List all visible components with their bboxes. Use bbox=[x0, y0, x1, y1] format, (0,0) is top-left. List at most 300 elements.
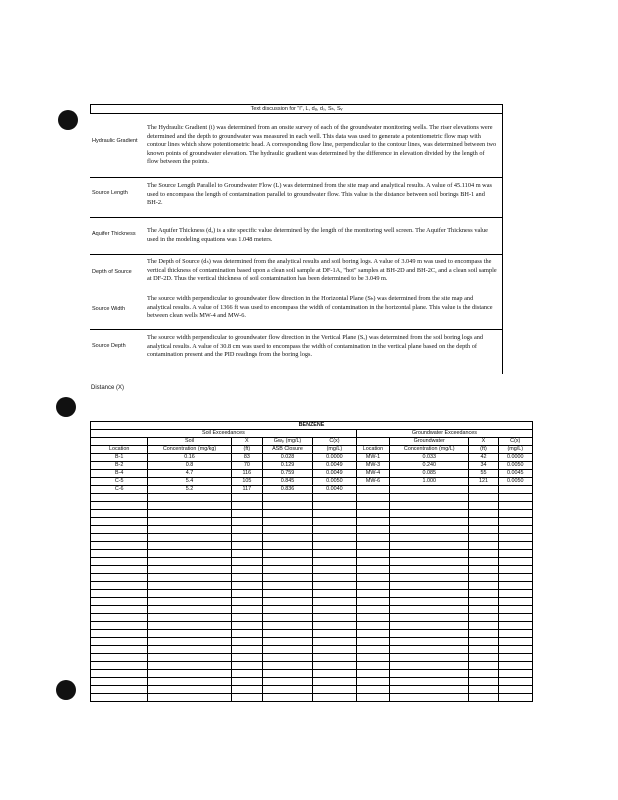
empty-cell bbox=[262, 678, 312, 686]
empty-cell bbox=[498, 662, 532, 670]
empty-cell bbox=[148, 574, 231, 582]
empty-cell bbox=[91, 558, 148, 566]
empty-cell bbox=[313, 678, 357, 686]
table-cell: 55 bbox=[469, 470, 498, 478]
empty-cell bbox=[469, 502, 498, 510]
empty-cell bbox=[498, 494, 532, 502]
empty-cell bbox=[390, 630, 469, 638]
empty-cell bbox=[231, 518, 262, 526]
empty-cell bbox=[390, 662, 469, 670]
empty-cell bbox=[390, 646, 469, 654]
empty-cell bbox=[91, 670, 148, 678]
empty-cell bbox=[148, 518, 231, 526]
empty-cell bbox=[356, 646, 389, 654]
empty-cell bbox=[231, 526, 262, 534]
col-header bbox=[91, 438, 148, 446]
empty-cell bbox=[262, 606, 312, 614]
empty-cell bbox=[356, 494, 389, 502]
empty-cell bbox=[498, 622, 532, 630]
table-cell: 0.028 bbox=[262, 454, 312, 462]
empty-cell bbox=[148, 550, 231, 558]
table-cell: 0.0049 bbox=[313, 470, 357, 478]
empty-cell bbox=[390, 686, 469, 694]
empty-cell bbox=[262, 558, 312, 566]
empty-row bbox=[91, 542, 533, 550]
empty-cell bbox=[313, 534, 357, 542]
empty-cell bbox=[262, 638, 312, 646]
empty-cell bbox=[356, 606, 389, 614]
empty-cell bbox=[469, 590, 498, 598]
table-cell: 117 bbox=[231, 486, 262, 494]
empty-cell bbox=[262, 550, 312, 558]
param-label: Source Width bbox=[92, 306, 126, 312]
empty-row bbox=[91, 614, 533, 622]
empty-cell bbox=[231, 630, 262, 638]
empty-row bbox=[91, 638, 533, 646]
empty-cell bbox=[231, 582, 262, 590]
empty-cell bbox=[498, 590, 532, 598]
empty-cell bbox=[356, 526, 389, 534]
param-text: The source width perpendicular to groundwater flow direction in the Horizontal Plane (Sₕ) was determined from the site map and analytical results. A value of 1366 ft was used to encompass the width of contamination in the horizontal plane. This value is the distance between clean wells MW-4 and MW-6. bbox=[147, 295, 493, 320]
empty-row bbox=[91, 590, 533, 598]
empty-cell bbox=[313, 670, 357, 678]
table-cell bbox=[469, 486, 498, 494]
empty-cell bbox=[148, 534, 231, 542]
empty-cell bbox=[91, 510, 148, 518]
col-header: (ft) bbox=[231, 446, 262, 454]
empty-cell bbox=[313, 550, 357, 558]
empty-cell bbox=[390, 494, 469, 502]
empty-cell bbox=[313, 518, 357, 526]
empty-cell bbox=[91, 502, 148, 510]
empty-cell bbox=[469, 550, 498, 558]
empty-cell bbox=[231, 670, 262, 678]
empty-cell bbox=[356, 534, 389, 542]
table-cell bbox=[390, 486, 469, 494]
col-header: X bbox=[469, 438, 498, 446]
empty-cell bbox=[390, 638, 469, 646]
table-row bbox=[91, 478, 533, 486]
empty-cell bbox=[390, 606, 469, 614]
gw-group-header: Groundwater Exceedances bbox=[356, 430, 532, 438]
empty-cell bbox=[313, 526, 357, 534]
param-label: Depth of Source bbox=[92, 269, 132, 275]
table-cell bbox=[498, 486, 532, 494]
empty-cell bbox=[262, 494, 312, 502]
col-header: Concentration (mg/L) bbox=[390, 446, 469, 454]
empty-cell bbox=[356, 510, 389, 518]
col-header: Groundwater bbox=[390, 438, 469, 446]
col-header: Gwₚ (mg/L) bbox=[262, 438, 312, 446]
table-cell: C-6 bbox=[91, 486, 148, 494]
empty-cell bbox=[231, 558, 262, 566]
table-cell: B-4 bbox=[91, 470, 148, 478]
table-cell: 116 bbox=[231, 470, 262, 478]
empty-cell bbox=[148, 694, 231, 702]
col-header: (mg/L) bbox=[313, 446, 357, 454]
empty-cell bbox=[390, 566, 469, 574]
empty-cell bbox=[498, 574, 532, 582]
empty-cell bbox=[498, 502, 532, 510]
table-cell: 5.2 bbox=[148, 486, 231, 494]
empty-cell bbox=[148, 510, 231, 518]
empty-cell bbox=[498, 558, 532, 566]
empty-cell bbox=[313, 590, 357, 598]
empty-cell bbox=[231, 694, 262, 702]
table-cell: 1.000 bbox=[390, 478, 469, 486]
param-label: Source Length bbox=[92, 190, 128, 196]
empty-cell bbox=[262, 614, 312, 622]
table-cell: 105 bbox=[231, 478, 262, 486]
empty-row bbox=[91, 630, 533, 638]
empty-cell bbox=[356, 694, 389, 702]
empty-cell bbox=[262, 590, 312, 598]
empty-cell bbox=[498, 694, 532, 702]
empty-cell bbox=[148, 582, 231, 590]
empty-cell bbox=[498, 550, 532, 558]
empty-cell bbox=[469, 582, 498, 590]
empty-cell bbox=[498, 638, 532, 646]
empty-cell bbox=[262, 534, 312, 542]
empty-cell bbox=[356, 614, 389, 622]
col-header: X bbox=[231, 438, 262, 446]
empty-cell bbox=[91, 550, 148, 558]
empty-cell bbox=[390, 534, 469, 542]
empty-cell bbox=[148, 606, 231, 614]
table-row bbox=[91, 462, 533, 470]
empty-cell bbox=[498, 670, 532, 678]
empty-cell bbox=[262, 598, 312, 606]
empty-cell bbox=[91, 494, 148, 502]
empty-cell bbox=[390, 574, 469, 582]
empty-cell bbox=[313, 622, 357, 630]
empty-cell bbox=[91, 638, 148, 646]
empty-cell bbox=[390, 510, 469, 518]
col-header: Location bbox=[91, 446, 148, 454]
empty-cell bbox=[91, 534, 148, 542]
empty-cell bbox=[231, 534, 262, 542]
table-row bbox=[91, 454, 533, 462]
empty-cell bbox=[262, 694, 312, 702]
benzene-table bbox=[90, 421, 533, 702]
empty-cell bbox=[231, 494, 262, 502]
empty-cell bbox=[469, 494, 498, 502]
empty-cell bbox=[231, 566, 262, 574]
empty-row bbox=[91, 606, 533, 614]
table-cell: 34 bbox=[469, 462, 498, 470]
empty-cell bbox=[313, 694, 357, 702]
empty-cell bbox=[148, 590, 231, 598]
col-header: (ft) bbox=[469, 446, 498, 454]
empty-cell bbox=[231, 614, 262, 622]
empty-cell bbox=[91, 622, 148, 630]
empty-cell bbox=[498, 646, 532, 654]
empty-cell bbox=[148, 654, 231, 662]
table-cell: 4.7 bbox=[148, 470, 231, 478]
empty-row bbox=[91, 582, 533, 590]
divider bbox=[90, 177, 503, 178]
empty-cell bbox=[390, 590, 469, 598]
empty-cell bbox=[231, 606, 262, 614]
col-header bbox=[356, 438, 389, 446]
empty-cell bbox=[498, 598, 532, 606]
table-cell: 0.240 bbox=[390, 462, 469, 470]
param-label: Aquifer Thickness bbox=[92, 231, 136, 237]
empty-cell bbox=[313, 582, 357, 590]
empty-cell bbox=[356, 686, 389, 694]
empty-cell bbox=[356, 622, 389, 630]
empty-cell bbox=[262, 670, 312, 678]
empty-row bbox=[91, 502, 533, 510]
table-cell: 0.0045 bbox=[498, 470, 532, 478]
empty-cell bbox=[356, 638, 389, 646]
empty-cell bbox=[231, 638, 262, 646]
empty-cell bbox=[91, 574, 148, 582]
empty-cell bbox=[262, 566, 312, 574]
empty-cell bbox=[91, 614, 148, 622]
empty-cell bbox=[356, 678, 389, 686]
empty-cell bbox=[469, 638, 498, 646]
table-cell: 0.129 bbox=[262, 462, 312, 470]
empty-cell bbox=[231, 542, 262, 550]
binder-hole-bottom bbox=[56, 680, 76, 700]
empty-cell bbox=[469, 670, 498, 678]
empty-cell bbox=[356, 670, 389, 678]
empty-cell bbox=[313, 558, 357, 566]
empty-cell bbox=[498, 614, 532, 622]
empty-cell bbox=[390, 518, 469, 526]
empty-cell bbox=[231, 598, 262, 606]
empty-cell bbox=[469, 662, 498, 670]
empty-cell bbox=[231, 502, 262, 510]
table-cell: 0.8 bbox=[148, 462, 231, 470]
empty-cell bbox=[148, 494, 231, 502]
col-header: ASB Closure bbox=[262, 446, 312, 454]
empty-cell bbox=[91, 526, 148, 534]
empty-cell bbox=[91, 654, 148, 662]
empty-cell bbox=[390, 654, 469, 662]
empty-row bbox=[91, 646, 533, 654]
empty-cell bbox=[469, 566, 498, 574]
empty-cell bbox=[231, 574, 262, 582]
col-header: C(x) bbox=[498, 438, 532, 446]
empty-row bbox=[91, 510, 533, 518]
table-cell: 0.845 bbox=[262, 478, 312, 486]
empty-row bbox=[91, 534, 533, 542]
col-header: (mg/L) bbox=[498, 446, 532, 454]
empty-cell bbox=[390, 542, 469, 550]
param-label: Hydraulic Gradient bbox=[92, 138, 138, 144]
table-cell: 0.085 bbox=[390, 470, 469, 478]
empty-cell bbox=[262, 574, 312, 582]
table-row bbox=[91, 470, 533, 478]
table-cell: 0.033 bbox=[390, 454, 469, 462]
empty-cell bbox=[262, 518, 312, 526]
empty-cell bbox=[262, 502, 312, 510]
empty-cell bbox=[469, 694, 498, 702]
empty-cell bbox=[498, 630, 532, 638]
empty-cell bbox=[148, 502, 231, 510]
distance-label: Distance (X) bbox=[91, 385, 125, 391]
table-cell: MW-3 bbox=[356, 462, 389, 470]
table-cell: 0.0050 bbox=[498, 478, 532, 486]
table-cell: 0.0000 bbox=[313, 454, 357, 462]
empty-cell bbox=[356, 542, 389, 550]
table-title: BENZENE bbox=[91, 422, 533, 430]
empty-cell bbox=[313, 574, 357, 582]
empty-row bbox=[91, 598, 533, 606]
empty-cell bbox=[231, 550, 262, 558]
empty-cell bbox=[356, 574, 389, 582]
empty-cell bbox=[390, 550, 469, 558]
empty-cell bbox=[469, 558, 498, 566]
empty-cell bbox=[469, 510, 498, 518]
col-header: Concentration (mg/kg) bbox=[148, 446, 231, 454]
empty-cell bbox=[356, 598, 389, 606]
empty-row bbox=[91, 494, 533, 502]
table-cell: MW-1 bbox=[356, 454, 389, 462]
empty-cell bbox=[390, 558, 469, 566]
table-cell: 70 bbox=[231, 462, 262, 470]
empty-cell bbox=[469, 518, 498, 526]
empty-cell bbox=[148, 598, 231, 606]
divider bbox=[90, 217, 503, 218]
divider bbox=[90, 329, 503, 330]
empty-cell bbox=[469, 574, 498, 582]
table-cell: 42 bbox=[469, 454, 498, 462]
table-cell: 0.0049 bbox=[313, 462, 357, 470]
empty-cell bbox=[231, 646, 262, 654]
empty-cell bbox=[91, 566, 148, 574]
empty-cell bbox=[313, 662, 357, 670]
table-cell: B-1 bbox=[91, 454, 148, 462]
empty-cell bbox=[148, 670, 231, 678]
empty-cell bbox=[91, 606, 148, 614]
param-text: The Depth of Source (dₛ) was determined from the analytical results and soil boring logs. A value of 3.049 m was used to encompass the vertical thickness of contamination based upon a clean soil sample at DF-1A, "hot" samples at BH-2D and BH-2C, and a clean soil sample at DF-2D. Thus the vertical thickness of soil contamination has been determined to be 3.049 m. bbox=[147, 258, 497, 283]
empty-cell bbox=[262, 622, 312, 630]
empty-row bbox=[91, 518, 533, 526]
table-cell: 0.0000 bbox=[498, 454, 532, 462]
empty-cell bbox=[469, 678, 498, 686]
empty-cell bbox=[313, 494, 357, 502]
empty-cell bbox=[231, 686, 262, 694]
empty-cell bbox=[91, 542, 148, 550]
empty-cell bbox=[262, 582, 312, 590]
empty-cell bbox=[469, 686, 498, 694]
table-cell: MW-4 bbox=[356, 470, 389, 478]
empty-cell bbox=[313, 566, 357, 574]
empty-cell bbox=[262, 686, 312, 694]
empty-cell bbox=[313, 510, 357, 518]
empty-cell bbox=[356, 518, 389, 526]
empty-cell bbox=[231, 510, 262, 518]
empty-cell bbox=[390, 502, 469, 510]
empty-cell bbox=[148, 558, 231, 566]
table-cell: 0.759 bbox=[262, 470, 312, 478]
table-cell: C-5 bbox=[91, 478, 148, 486]
empty-cell bbox=[390, 614, 469, 622]
empty-cell bbox=[498, 518, 532, 526]
empty-cell bbox=[390, 694, 469, 702]
empty-cell bbox=[356, 502, 389, 510]
empty-cell bbox=[262, 630, 312, 638]
table-cell: 0.16 bbox=[148, 454, 231, 462]
empty-cell bbox=[148, 686, 231, 694]
param-text: The source width perpendicular to groundwater flow direction in the Vertical Plane (Sᵥ) was determined from the soil boring logs and analytical results. A value of 30.8 cm was used to encompass the width of contamination in the vertical plane based on the depth of contamination present and the PID readings from the boring logs. bbox=[147, 334, 484, 359]
empty-cell bbox=[313, 502, 357, 510]
empty-cell bbox=[262, 542, 312, 550]
table-cell: 0.836 bbox=[262, 486, 312, 494]
empty-cell bbox=[498, 510, 532, 518]
empty-cell bbox=[469, 606, 498, 614]
empty-cell bbox=[91, 518, 148, 526]
empty-cell bbox=[91, 590, 148, 598]
empty-cell bbox=[231, 590, 262, 598]
empty-cell bbox=[231, 678, 262, 686]
empty-cell bbox=[469, 614, 498, 622]
empty-row bbox=[91, 654, 533, 662]
empty-cell bbox=[390, 582, 469, 590]
empty-cell bbox=[356, 550, 389, 558]
table-cell: MW-6 bbox=[356, 478, 389, 486]
binder-hole-middle bbox=[56, 397, 76, 417]
empty-cell bbox=[390, 678, 469, 686]
table-cell: 0.0050 bbox=[313, 478, 357, 486]
empty-row bbox=[91, 694, 533, 702]
empty-cell bbox=[498, 606, 532, 614]
section-title: Text discussion for "i", L, dₐ, dₛ, Sₕ, Sᵥ bbox=[91, 105, 502, 114]
empty-row bbox=[91, 686, 533, 694]
empty-cell bbox=[262, 646, 312, 654]
empty-row bbox=[91, 566, 533, 574]
empty-row bbox=[91, 550, 533, 558]
empty-cell bbox=[231, 622, 262, 630]
empty-cell bbox=[313, 654, 357, 662]
table-cell: 121 bbox=[469, 478, 498, 486]
divider bbox=[90, 254, 503, 255]
empty-row bbox=[91, 558, 533, 566]
empty-cell bbox=[313, 542, 357, 550]
empty-cell bbox=[91, 582, 148, 590]
empty-cell bbox=[91, 686, 148, 694]
table-cell: B-2 bbox=[91, 462, 148, 470]
table-cell bbox=[356, 486, 389, 494]
empty-cell bbox=[469, 542, 498, 550]
empty-cell bbox=[148, 526, 231, 534]
empty-cell bbox=[498, 526, 532, 534]
empty-cell bbox=[498, 654, 532, 662]
empty-cell bbox=[469, 654, 498, 662]
empty-cell bbox=[498, 686, 532, 694]
empty-cell bbox=[356, 566, 389, 574]
empty-cell bbox=[498, 534, 532, 542]
param-text: The Aquifer Thickness (dₐ) is a site specific value determined by the length of the monitoring well screen. The Aquifer Thickness value used in the modeling equations was 1.048 meters. bbox=[147, 227, 488, 243]
soil-group-header: Soil Exceedances bbox=[91, 430, 357, 438]
empty-cell bbox=[469, 622, 498, 630]
empty-cell bbox=[356, 582, 389, 590]
table-cell: 0.0050 bbox=[498, 462, 532, 470]
empty-cell bbox=[390, 598, 469, 606]
empty-cell bbox=[148, 542, 231, 550]
empty-cell bbox=[498, 678, 532, 686]
empty-cell bbox=[390, 670, 469, 678]
empty-cell bbox=[148, 566, 231, 574]
empty-cell bbox=[313, 606, 357, 614]
table-row bbox=[91, 486, 533, 494]
empty-cell bbox=[313, 614, 357, 622]
parameter-section bbox=[90, 104, 503, 114]
empty-cell bbox=[313, 686, 357, 694]
